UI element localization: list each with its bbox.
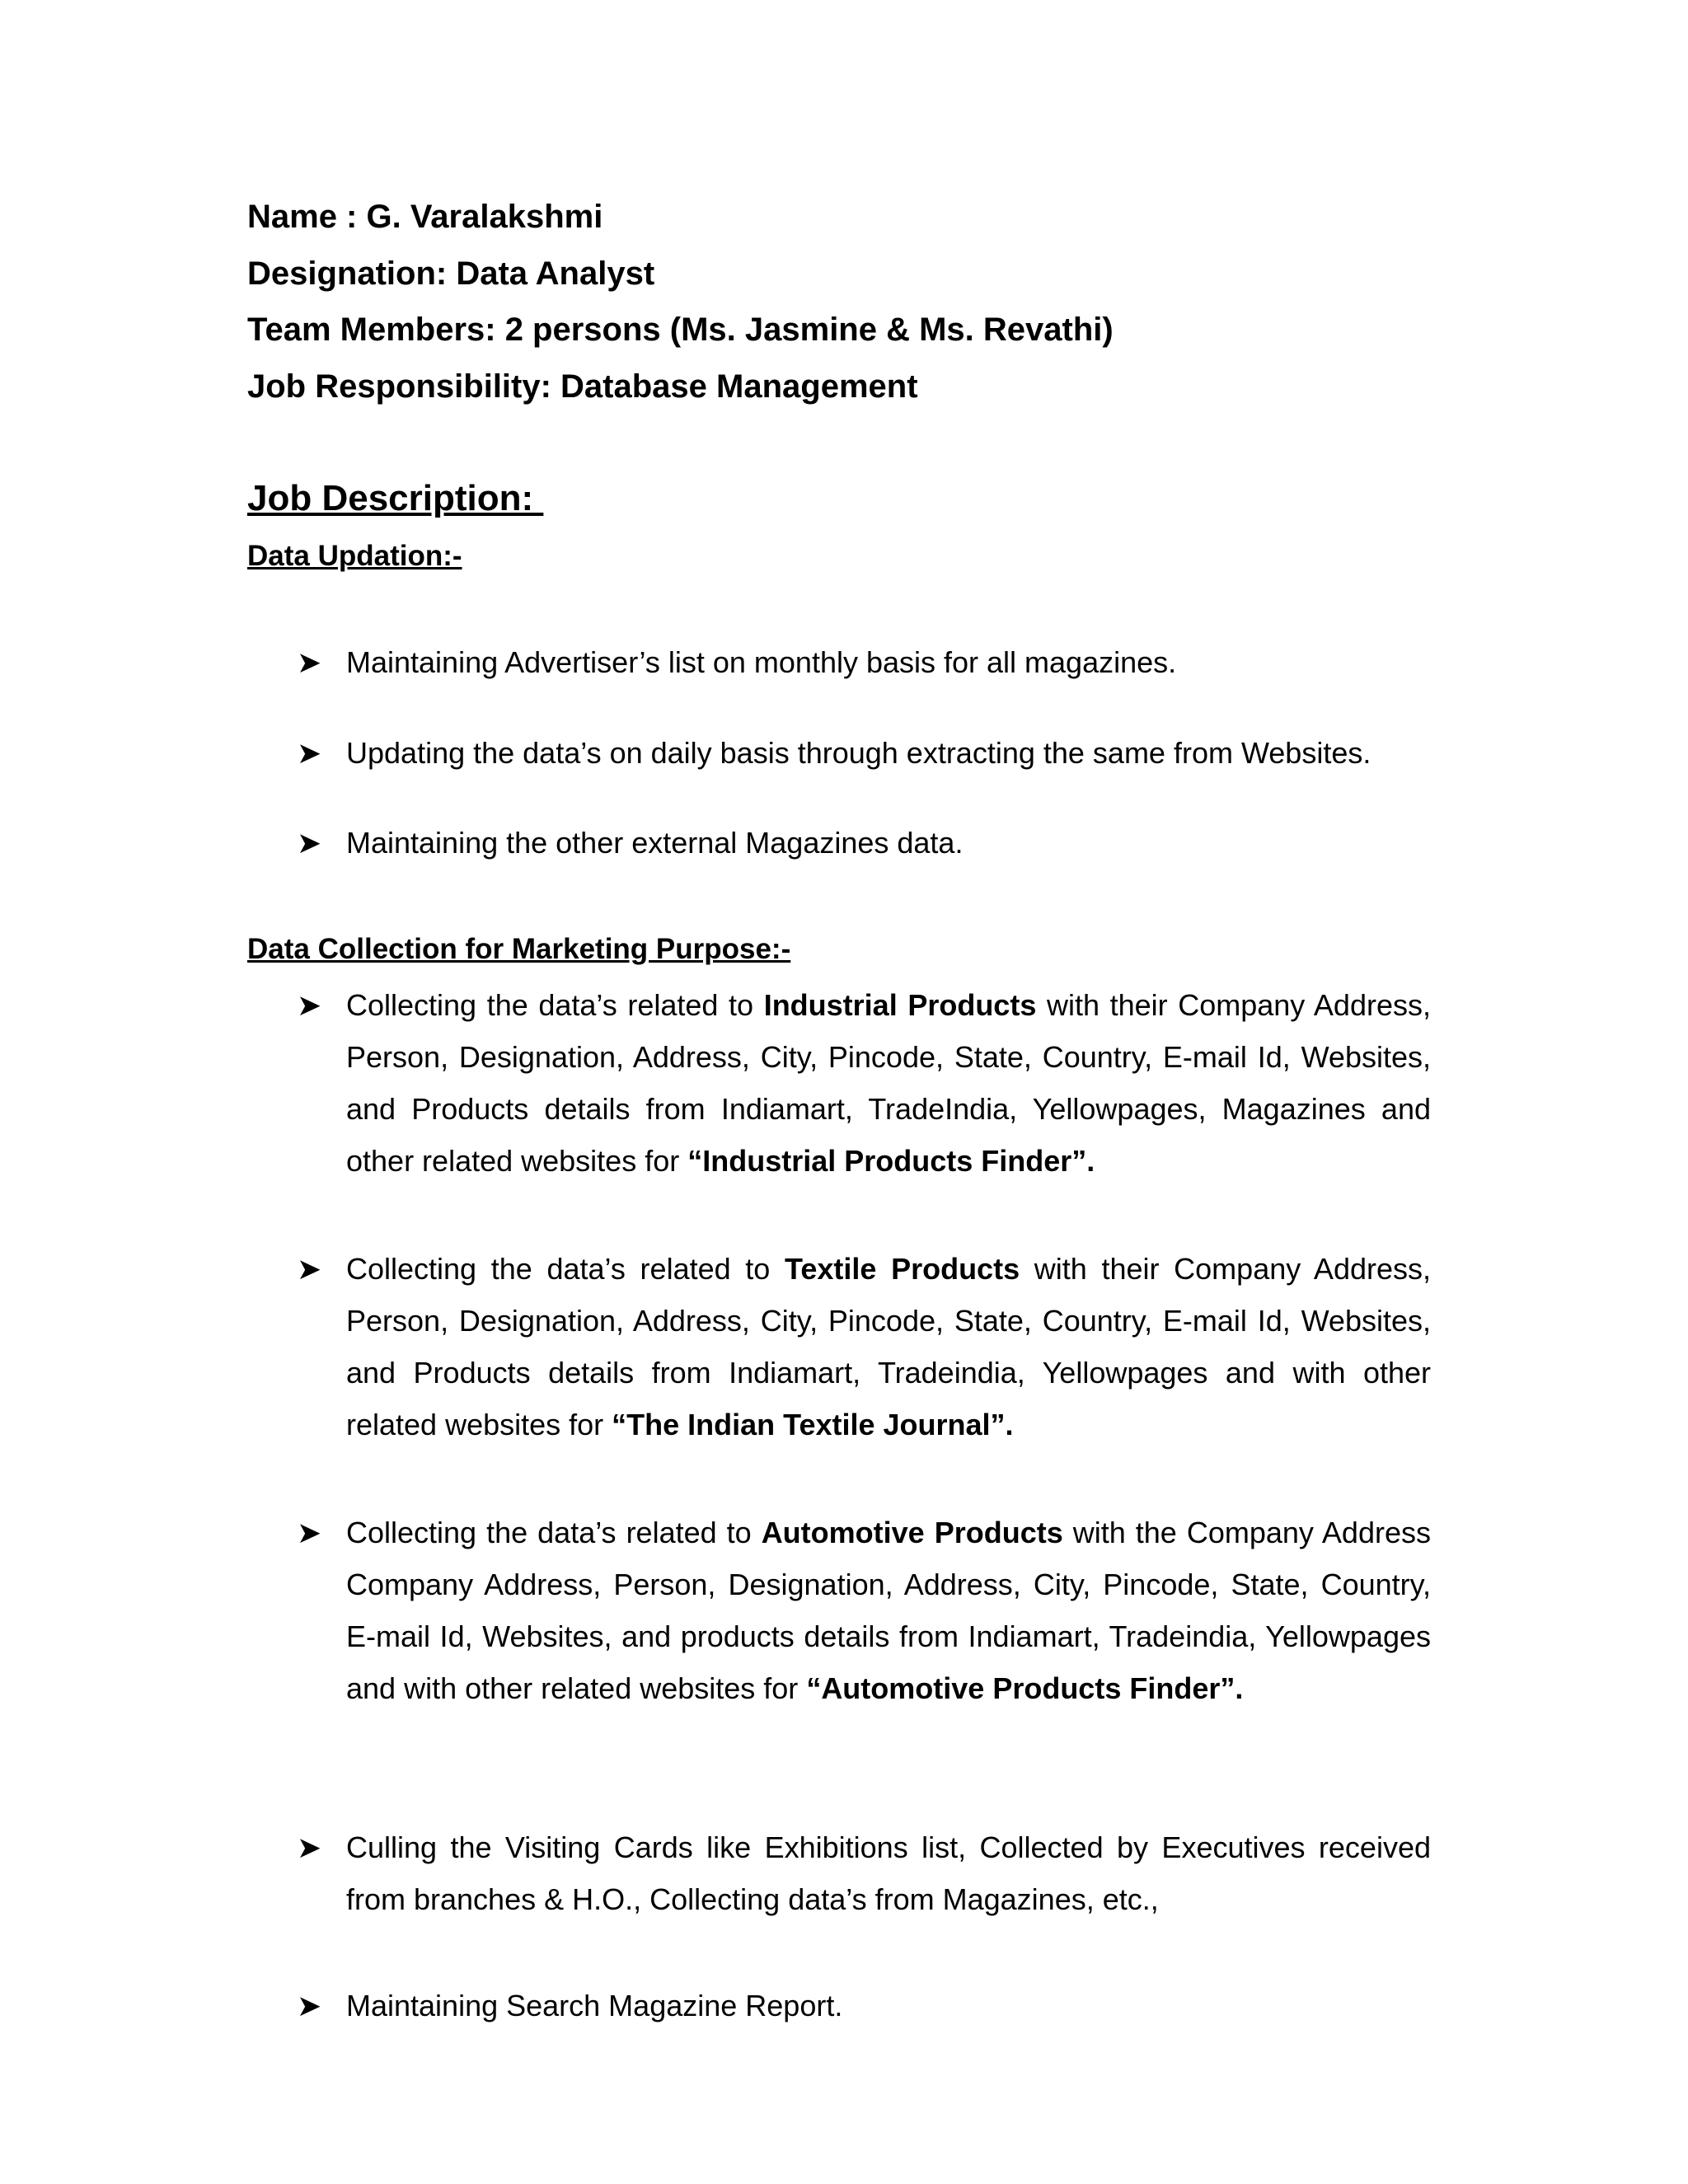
list-item-textile <box>346 1243 1431 1451</box>
list-item-updation-1: Maintaining Advertiser’s list on monthly basis for all magazines. <box>346 645 1177 679</box>
data-updation-heading: Data Updation:- <box>247 540 462 572</box>
list-item-visiting-cards: Culling the Visiting Cards like Exhibitions list, Collected by Executives received from branches & H.O., Collecting data’s from Magazines, etc., <box>346 1830 1431 1916</box>
list-item-updation-3: Maintaining the other external Magazines data. <box>346 826 964 860</box>
arrow-bullet-icon: ➤ <box>297 1989 322 2022</box>
job-description-title: Job Description: <box>247 478 544 518</box>
item-bold: Textile Products <box>785 1252 1020 1286</box>
item-text: with the Company Address Company Address, Person, Designation, Address, City, Pincode, State, Country, E-mail Id, Websites, and products details from Indiamart, Tradeindia, Yellowpages and with other related websites for <box>346 1516 1431 1705</box>
job-responsibility: Job Responsibility: Database Management <box>247 368 918 405</box>
arrow-bullet-icon: ➤ <box>297 1252 322 1286</box>
list-item-search-report: Maintaining Search Magazine Report. <box>346 1989 843 2022</box>
arrow-bullet-icon: ➤ <box>297 736 322 770</box>
list-item-automotive <box>346 1507 1431 1714</box>
arrow-bullet-icon: ➤ <box>297 988 322 1022</box>
designation: Designation: Data Analyst <box>247 255 655 292</box>
data-collection-heading: Data Collection for Marketing Purpose:- <box>247 933 791 965</box>
publication-title: “Industrial Products Finder”. <box>687 1144 1095 1178</box>
list-item-updation-2: Updating the data’s on daily basis through extracting the same from Websites. <box>346 736 1372 770</box>
item-text: with their Company Address, Person, Designation, Address, City, Pincode, State, Country, E-mail Id, Websites, and Products details from Indiamart, Tradeindia, Yellowpages and with other related websites for <box>346 1252 1431 1441</box>
item-text: with their Company Address, Person, Designation, Address, City, Pincode, State, Country, E-mail Id, Websites, and Products details from Indiamart, TradeIndia, Yellowpages, Magazines and other related websites for <box>346 988 1431 1178</box>
arrow-bullet-icon: ➤ <box>297 645 322 679</box>
arrow-bullet-icon: ➤ <box>297 1516 322 1549</box>
list-item-industrial <box>346 979 1431 1187</box>
item-text: Collecting the data’s related to <box>346 1252 785 1286</box>
publication-title: “Automotive Products Finder”. <box>806 1671 1244 1705</box>
publication-title: “The Indian Textile Journal”. <box>612 1408 1014 1441</box>
employee-name: Name : G. Varalakshmi <box>247 199 603 235</box>
item-bold: Industrial Products <box>763 988 1037 1022</box>
item-text: Collecting the data’s related to <box>346 988 764 1022</box>
arrow-bullet-icon: ➤ <box>297 826 322 860</box>
arrow-bullet-icon: ➤ <box>297 1830 322 1864</box>
item-bold: Automotive Products <box>761 1516 1063 1549</box>
team-members: Team Members: 2 persons (Ms. Jasmine & Ms. Revathi) <box>247 312 1114 348</box>
item-text: Collecting the data’s related to <box>346 1516 762 1549</box>
